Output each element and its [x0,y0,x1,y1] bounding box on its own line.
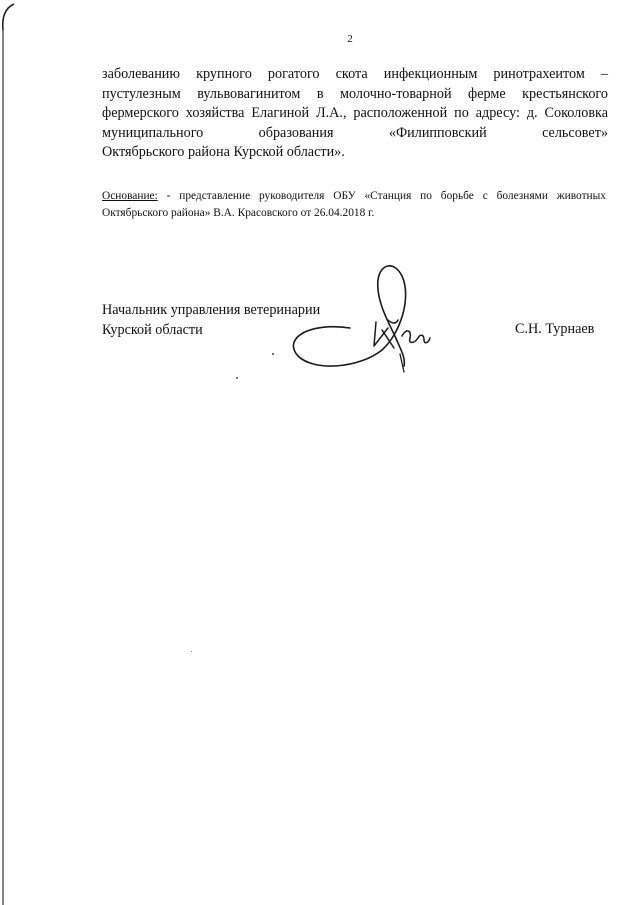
scan-speck [272,353,274,355]
signer-title-line: Начальник управления ветеринарии [102,302,321,318]
basis-note [102,188,606,222]
body-line: заболеванию крупного рогатого скота инфекционным ринотрахеитом – [102,66,608,82]
handwritten-signature [290,258,450,378]
signer-title-line: Курской области [102,322,203,338]
basis-label: Основание: [102,190,158,202]
signature-loop [293,266,405,366]
body-line: пустулезным вульвовагинитом в молочно-товарной ферме крестьянского [102,85,608,102]
body-line: д. Соколовка муниципального образования «Филипповский сельсовет» [102,105,608,141]
signer-name: С.Н. Турнаев [515,321,595,337]
basis-text: - представление руководителя ОБУ «Станция по борьбе с болезнями животных Октябрьского района» В.А. Красовского от 26.04.2018 г. [102,190,606,219]
body-line: Октябрьского района Курской области». [102,144,345,160]
letter-body [102,65,608,163]
scan-edge-mark [0,0,18,905]
signature-letters-2 [402,331,430,343]
body-line: фермерского хозяйства Елагиной Л.А., расположенной по адресу: [102,105,520,121]
page-number: 2 [347,33,353,45]
scan-speck [191,651,192,652]
scan-speck [236,377,238,379]
